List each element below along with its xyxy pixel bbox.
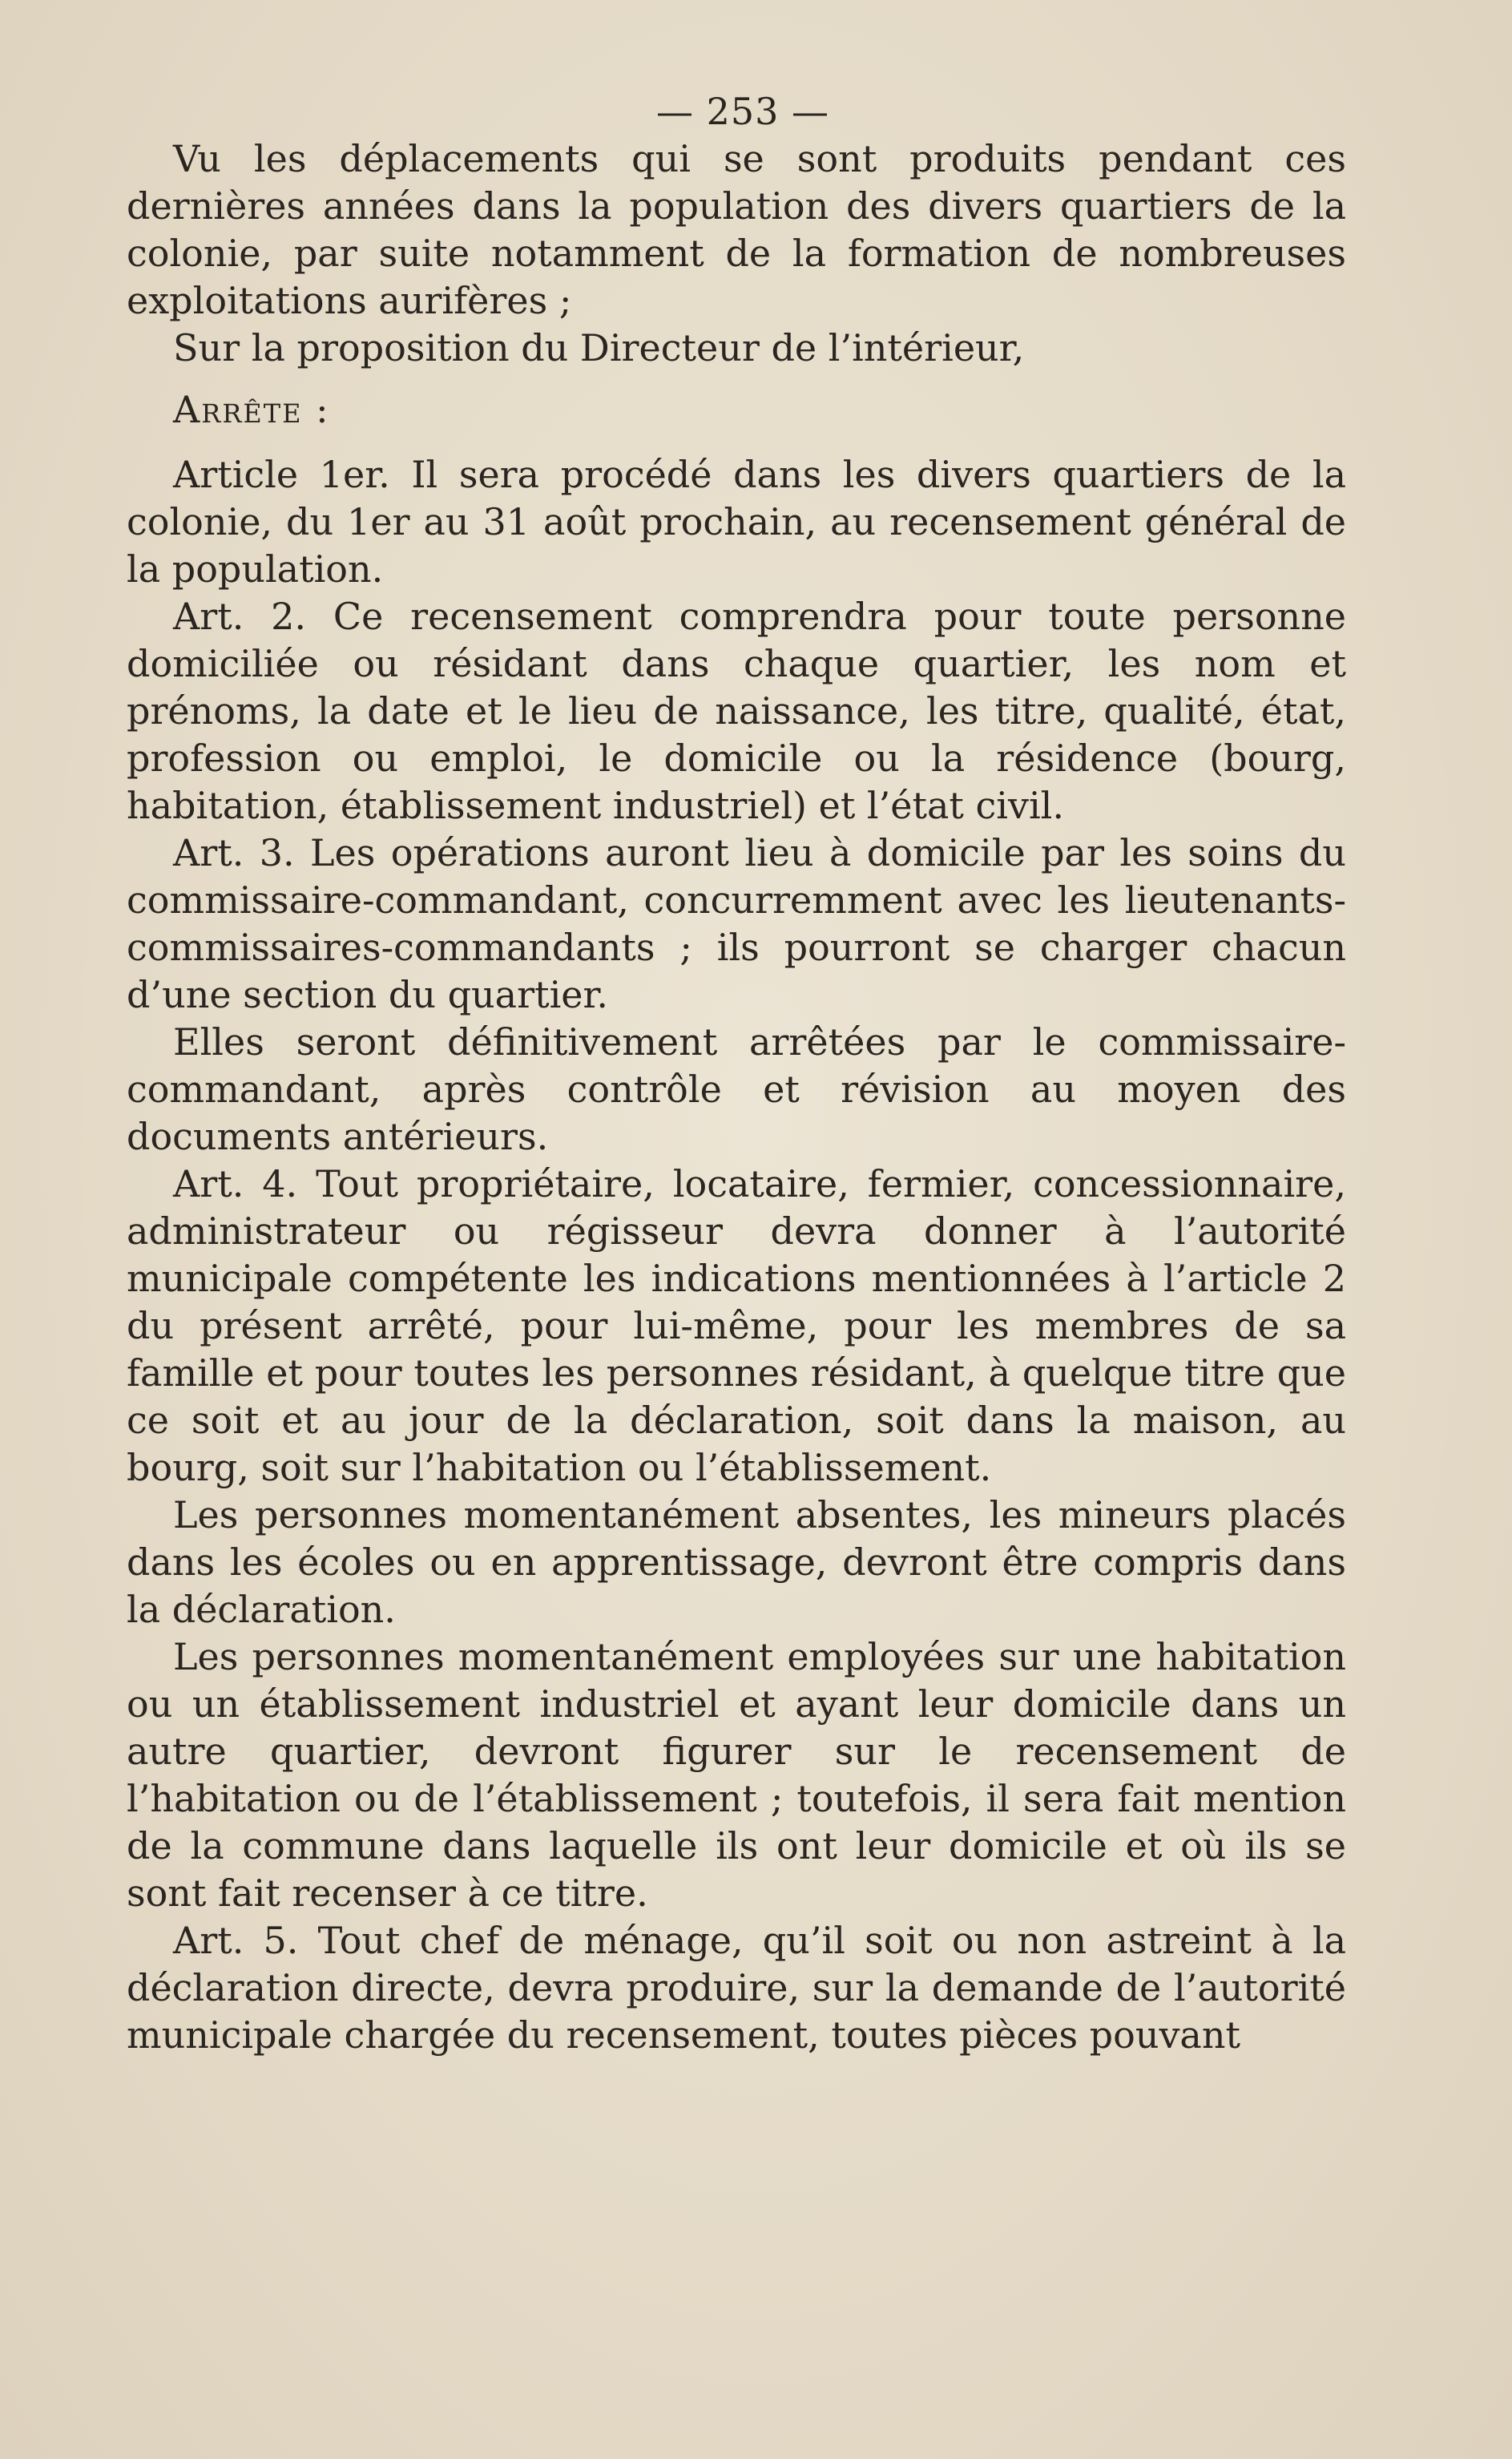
paragraph-considering: Vu les déplacements qui se sont produits pendant ces dernières années dans la population des divers quartiers de la colonie, par suite notamment de la formation de nombreuses exploitations aurifères ; bbox=[127, 137, 1346, 322]
paragraph-proposal: Sur la proposition du Directeur de l’intérieur, bbox=[173, 326, 1025, 369]
page-number-header: — 253 — bbox=[655, 90, 830, 133]
article-4-absent-persons: Les personnes momentanément absentes, les mineurs placés dans les écoles ou en apprentissage, devront être compris dans la déclaration. bbox=[127, 1493, 1346, 1631]
article-4: Art. 4. Tout propriétaire, locataire, fermier, concessionnaire, administrateur ou régisseur devra donner à l’autorité municipale compétente les indications mentionnées à l’article 2 du présent arrêté, pour lui-même, pour les membres de sa famille et pour toutes les personnes résidant, à quelque titre que ce soit et au jour de la déclaration, soit dans la maison, au bourg, soit sur l’habitation ou l’établissement. bbox=[127, 1162, 1346, 1489]
article-4-employed-persons: Les personnes momentanément employées sur une habitation ou un établissement industriel et ayant leur domicile dans un autre quartier, devront figurer sur le recensement de l’habitation ou de l’établissement ; toutefois, il sera fait mention de la commune dans laquelle ils ont leur domicile et où ils se sont fait recenser à ce titre. bbox=[127, 1635, 1346, 1915]
page-body bbox=[127, 88, 1346, 2059]
article-1: Article 1er. Il sera procédé dans les divers quartiers de la colonie, du 1er au 31 août prochain, au recensement général de la population. bbox=[127, 453, 1346, 591]
article-3: Art. 3. Les opérations auront lieu à domicile par les soins du commissaire-commandant, concurremment avec les lieutenants-commissaires-commandants ; ils pourront se charger chacun d’une section du quartier. bbox=[127, 831, 1346, 1016]
article-2: Art. 2. Ce recensement comprendra pour toute personne domiciliée ou résidant dans chaque quartier, les nom et prénoms, la date et le lieu de naissance, les titre, qualité, état, profession ou emploi, le domicile ou la résidence (bourg, habitation, établissement industriel) et l’état civil. bbox=[127, 595, 1346, 827]
article-3-continuation: Elles seront définitivement arrêtées par le commissaire-commandant, après contrôle et révision au moyen des documents antérieurs. bbox=[127, 1020, 1346, 1158]
decree-heading: Arrête : bbox=[173, 388, 330, 431]
article-5: Art. 5. Tout chef de ménage, qu’il soit ou non astreint à la déclaration directe, devra produire, sur la demande de l’autorité municipale chargée du recensement, toutes pièces pouvant bbox=[127, 1919, 1346, 2057]
